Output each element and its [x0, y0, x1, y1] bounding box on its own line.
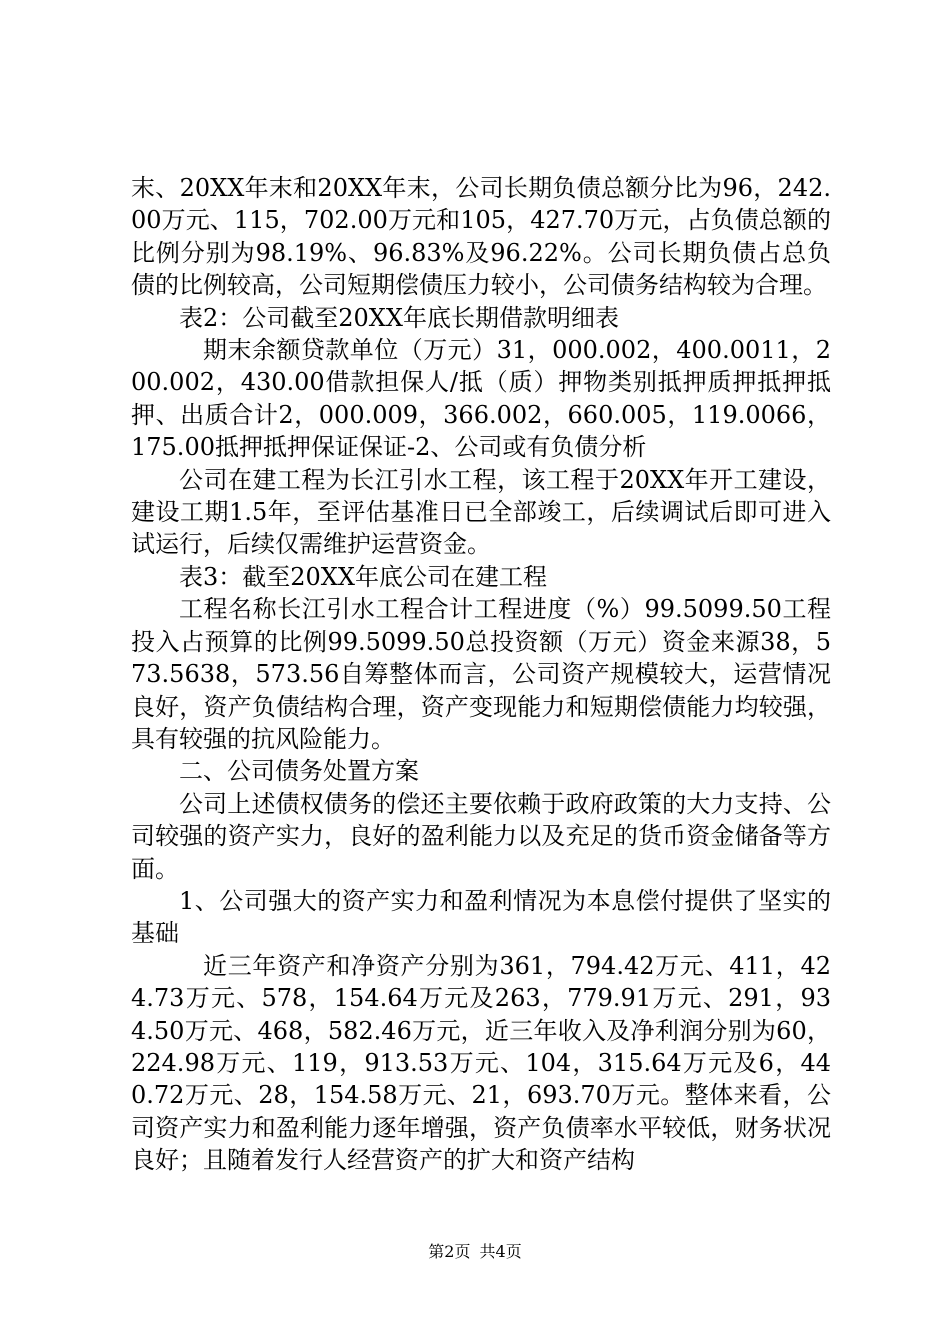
table-3-caption: 表3：截至20XX年底公司在建工程: [179, 562, 547, 591]
paragraph-repayment-sources: 公司上述债权债务的偿还主要依赖于政府政策的大力支持、公司较强的资产实力，良好的盈利能力以及充足的货币资金储备等方面。: [131, 789, 831, 883]
paragraph-construction-project: 公司在建工程为长江引水工程，该工程于20XX年开工建设，建设工期1.5年，至评估基准日已全部竣工，后续调试后即可进入试运行，后续仅需维护运营资金。: [131, 465, 831, 559]
document-body: [131, 172, 831, 1177]
table-2-caption: 表2：公司截至20XX年底长期借款明细表: [179, 303, 619, 332]
table-2-flattened-content: 期末余额贷款单位（万元）31，000.002，400.0011，200.002，430.00借款担保人/抵（质）押物类别抵押质押抵押抵押、出质合计2，000.009，366.002，660.005，119.0066，175.00抵押抵押保证保证-2、公司或有负债分析: [131, 336, 831, 462]
table-3-flattened-content: 工程名称长江引水工程合计工程进度（%）99.5099.50工程投入占预算的比例99.5099.50总投资额（万元）资金来源38，573.5638，573.56自筹整体而言，公司资产规模较大，运营情况良好，资产负债结构合理，资产变现能力和短期偿债能力均较强，具有较强的抗风险能力。: [131, 595, 831, 753]
page-number: 第2页: [428, 1242, 471, 1261]
subheading-asset-strength: 1、公司强大的资产实力和盈利情况为本息偿付提供了坚实的基础: [131, 886, 831, 948]
page-total: 共4页: [479, 1242, 522, 1261]
paragraph-long-term-debt: 末、20XX年末和20XX年末，公司长期负债总额分比为96，242.00万元、115，702.00万元和105，427.70万元，占负债总额的比例分别为98.19%、96.83%及96.22%。公司长期负债占总负债的比例较高，公司短期偿债压力较小，公司债务结构较为合理。: [131, 174, 831, 300]
page-footer: [0, 1242, 950, 1262]
paragraph-financial-figures: 近三年资产和净资产分别为361，794.42万元、411，424.73万元、578，154.64万元及263，779.91万元、291，934.50万元、468，582.46万元，近三年收入及净利润分别为60，224.98万元、119，913.53万元、104，315.64万元及6，440.72万元、28，154.58万元、21，693.70万元。整体来看，公司资产实力和盈利能力逐年增强，资产负债率水平较低，财务状况良好；且随着发行人经营资产的扩大和资产结构: [131, 951, 831, 1175]
section-heading-debt-disposal: 二、公司债务处置方案: [179, 757, 419, 786]
